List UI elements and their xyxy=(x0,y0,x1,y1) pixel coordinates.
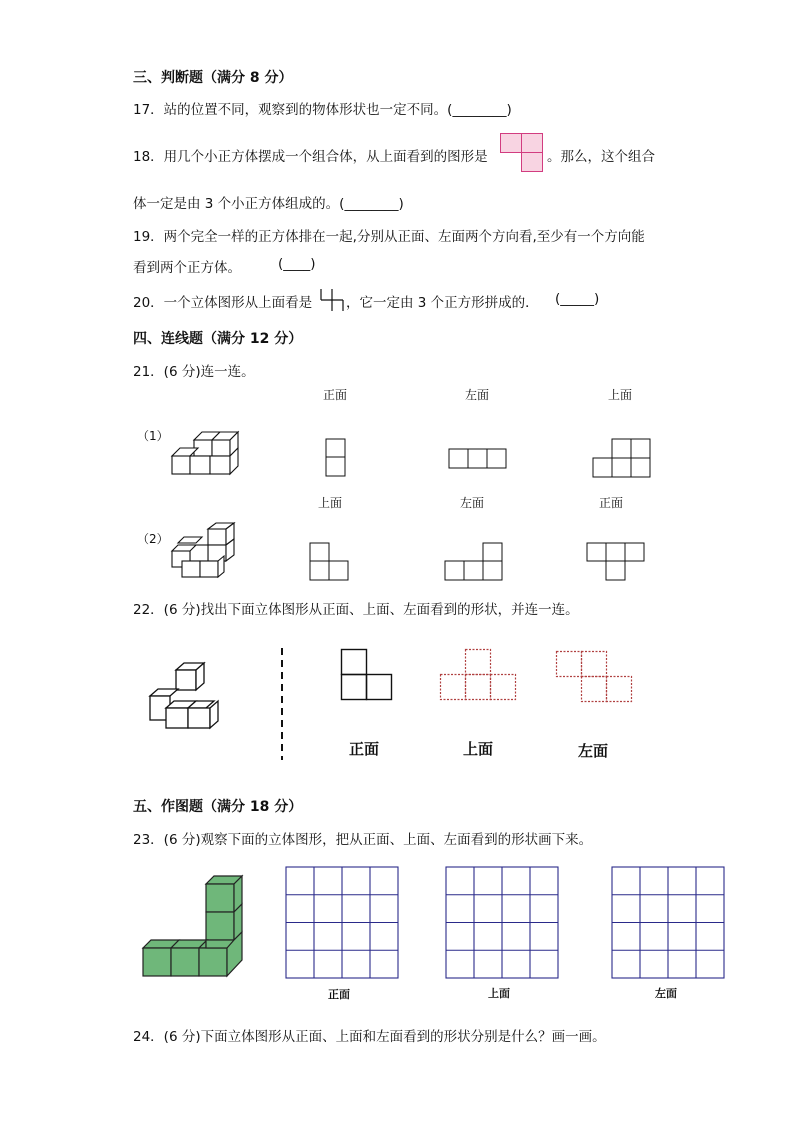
q21-row1-view-l-shape xyxy=(592,438,652,480)
q21-figure-1 xyxy=(168,428,240,478)
section-3-heading: 三、判断题（满分 8 分） xyxy=(133,70,293,86)
question-24: 24．(6 分)下面立体图形从正面、上面和左面看到的形状分别是什么？画一画。 xyxy=(133,1029,606,1045)
q23-label-top: 上面 xyxy=(488,987,510,1000)
q22-figure xyxy=(148,660,228,730)
q21-row2-label-left: 左面 xyxy=(460,496,485,510)
question-20-part-a: 20．一个立体图形从上面看是 xyxy=(133,295,313,311)
q18-top-view-shape xyxy=(500,133,544,173)
question-18-part-b: 。那么，这个组合 xyxy=(547,149,655,165)
section-4-heading: 四、连线题（满分 12 分） xyxy=(133,331,303,347)
q23-grid-front xyxy=(285,866,401,980)
q20-top-view-shape xyxy=(318,286,346,314)
q23-grid-top xyxy=(445,866,561,980)
q23-label-front: 正面 xyxy=(328,988,350,1001)
q21-row1-marker: （1） xyxy=(137,429,169,443)
question-20-part-b: ，它一定由 3 个正方形拼成的． xyxy=(346,295,539,311)
q21-row1-view-horizontal xyxy=(448,448,508,470)
question-23: 23．(6 分)观察下面的立体图形，把从正面、上面、左面看到的形状画下来。 xyxy=(133,832,593,848)
q22-shape-1 xyxy=(340,648,394,702)
q21-row2-label-top: 上面 xyxy=(318,496,343,510)
q22-label-left: 左面 xyxy=(578,742,609,760)
q23-grid-left xyxy=(611,866,727,980)
q22-label-front: 正面 xyxy=(349,740,380,758)
q21-row1-view-vertical xyxy=(325,438,347,478)
question-18-part-a: 18．用几个小正方体摆成一个组合体，从上面看到的图形是 xyxy=(133,149,488,165)
question-22: 22．(6 分)找出下面立体图形从正面、上面、左面看到的形状，并连一连。 xyxy=(133,602,579,618)
q21-row2-label-front: 正面 xyxy=(599,496,624,510)
question-20-blank: (_____) xyxy=(555,291,600,307)
q21-row1-label-top: 上面 xyxy=(608,388,633,402)
q21-row1-label-left: 左面 xyxy=(465,388,490,402)
q22-label-top: 上面 xyxy=(463,740,494,758)
q22-shape-2 xyxy=(439,648,519,702)
question-17: 17．站的位置不同，观察到的物体形状也一定不同。(________) xyxy=(133,102,512,118)
question-18-part-c: 体一定是由 3 个小正方体组成的。(________) xyxy=(133,196,404,212)
q21-figure-2 xyxy=(168,521,240,579)
q21-row2-view-b xyxy=(444,542,504,582)
q21-row1-label-front: 正面 xyxy=(323,388,348,402)
q21-row2-view-c xyxy=(586,542,646,582)
q23-label-left: 左面 xyxy=(655,987,677,1000)
question-19-blank: (____) xyxy=(278,256,316,272)
question-19-part-a: 19．两个完全一样的正方体排在一起,分别从正面、左面两个方向看,至少有一个方向能 xyxy=(133,229,645,245)
question-19-part-b: 看到两个正方体。 xyxy=(133,260,241,276)
q23-figure xyxy=(140,874,246,978)
q22-dashed-divider xyxy=(280,648,284,760)
section-5-heading: 五、作图题（满分 18 分） xyxy=(133,799,303,815)
question-21: 21．(6 分)连一连。 xyxy=(133,364,255,380)
q21-row2-view-a xyxy=(309,542,351,582)
q21-row2-marker: （2） xyxy=(137,532,169,546)
q22-shape-3 xyxy=(555,650,637,706)
